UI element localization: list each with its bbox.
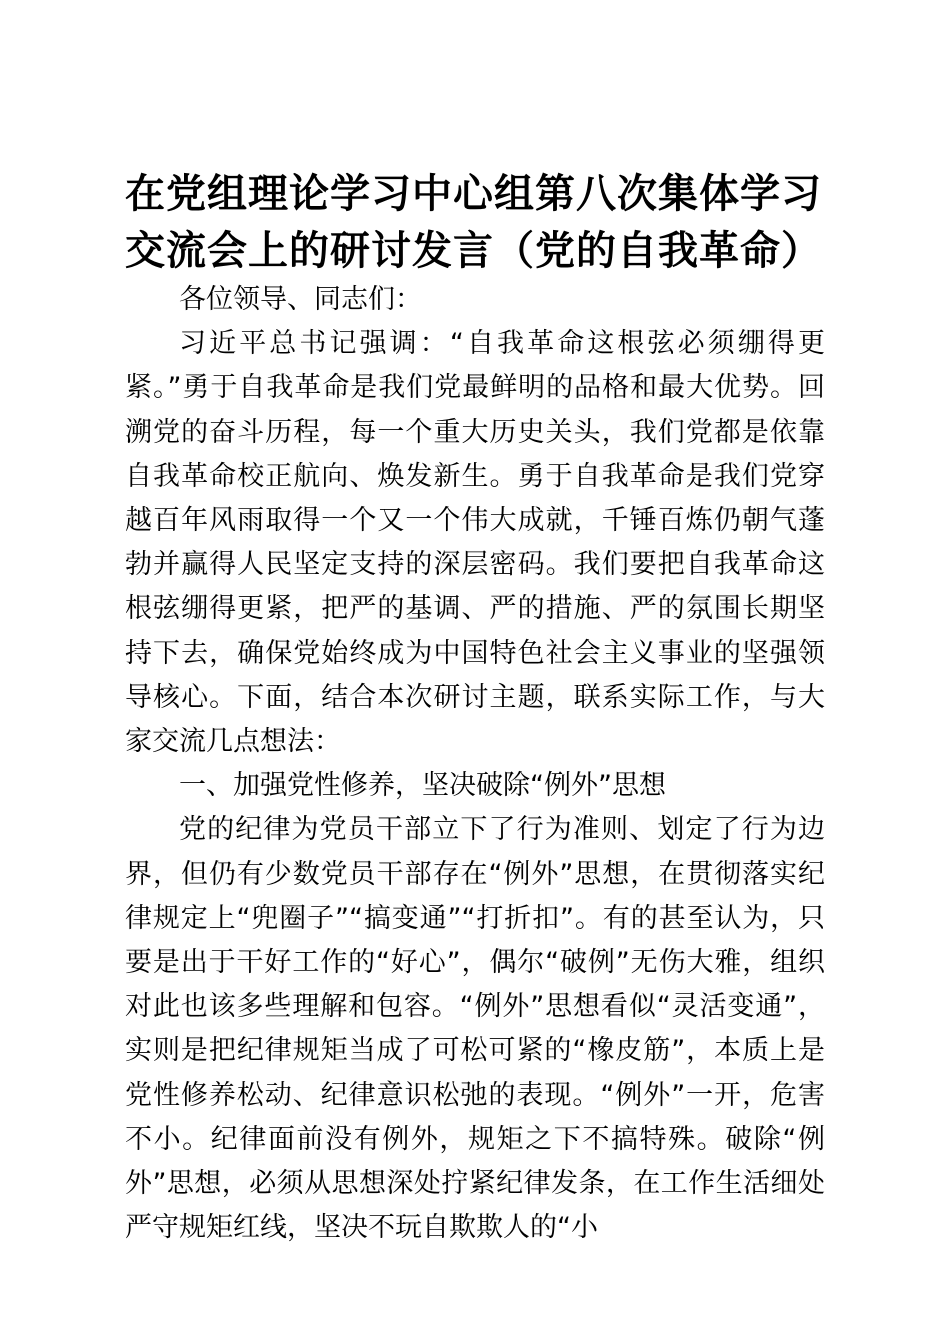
salutation: 各位领导、同志们：: [179, 284, 422, 315]
section-heading-1: 一、加强党性修养，坚决破除“例外”思想: [179, 770, 666, 802]
title-line-2: 交流会上的研讨发言（党的自我革命）: [125, 228, 822, 274]
paragraph-section-1: 党的纪律为党员干部立下了行为准则、划定了行为边界，但仍有少数党员干部存在“例外”思想，在贯彻落实纪律规定上“兜圈子”“搞变通”“打折扣”。有的甚至认为，只要是出于干好工作的“好心”，偶尔“破例”无伤大雅，组织对此也该多些理解和包容。“例外”思想看似“灵活变通”，实则是把纪律规矩当成了可松可紧的“橡皮筋”，本质上是党性修养松动、纪律意识松弛的表现。“例外”一开，危害不小。纪律面前没有例外，规矩之下不搞特殊。破除“例外”思想，必须从思想深处拧紧纪律发条，在工作生活细处严守规矩红线，坚决不玩自欺欺人的“小: [125, 814, 825, 1244]
document-title: [125, 166, 845, 280]
document-body: [125, 278, 825, 1250]
paragraph-intro: 习近平总书记强调：“自我革命这根弦必须绷得更紧。”勇于自我革命是我们党最鲜明的品格和最大优势。回溯党的奋斗历程，每一个重大历史关头，我们党都是依靠自我革命校正航向、焕发新生。勇于自我革命是我们党穿越百年风雨取得一个又一个伟大成就，千锤百炼仍朝气蓬勃并赢得人民坚定支持的深层密码。我们要把自我革命这根弦绷得更紧，把严的基调、严的措施、严的氛围长期坚持下去，确保党始终成为中国特色社会主义事业的坚强领导核心。下面，结合本次研讨主题，联系实际工作，与大家交流几点想法：: [125, 328, 825, 758]
title-line-1: 在党组理论学习中心组第八次集体学习: [125, 171, 822, 217]
